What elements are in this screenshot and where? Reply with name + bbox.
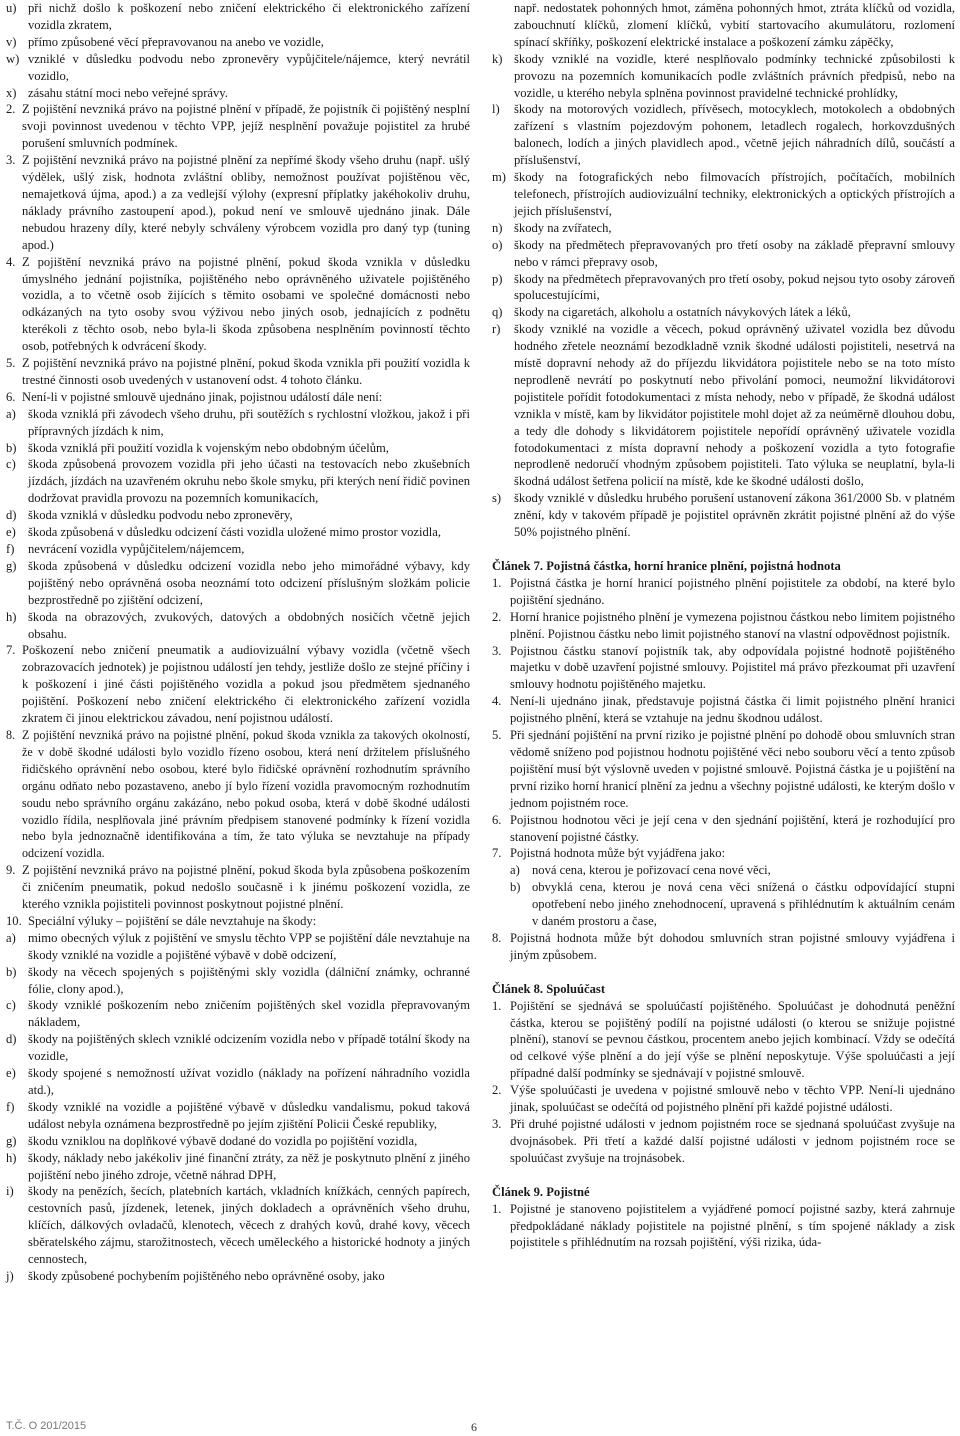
list-item: a) mimo obecných výluk z pojištění ve smyslu těchto VPP se pojištění dále nevztahuje na škody vzniklé na vozidle a pojištěné výbavě v době odcizení, (6, 930, 470, 962)
list-item: q) škody na cigaretách, alkoholu a ostatních návykových látek a léků, (492, 305, 851, 320)
list-item: k) škody vzniklé na vozidle, které nesplňovalo podmínky technické způsobilosti k provozu na pozemních komunikacích podle zvláštních právních předpisů, nebo na vozidle, u kterého nebyla splněna povinnost pravidelné technické prohlídky, (492, 51, 955, 100)
list-item: 4. Není-li ujednáno jinak, představuje pojistná částka či limit pojistného plnění hranici pojistného plnění, která se vztahuje na jednu škodnou událost. (492, 694, 955, 726)
list-item: 3. Při druhé pojistné události v jednom pojistném roce se sjednaná spoluúčast zvyšuje na dvojnásobek. Při třetí a každé další pojistné události v jednom pojistném roce se spoluúčast zvyšuje na trojnásobek. (492, 1117, 955, 1165)
list-item: l) škody na motorových vozidlech, přívěsech, motocyklech, motokolech a obdobných zařízení s vlastním pojezdovým pohonem, letadlech rogalech, horkovzdušných balonech, lodích a jiných plavidlech apod., včetně jejich náhradních dílů, součástí a příslušenství, (492, 102, 955, 168)
paragraph-3: 3. Z pojištění nevzniká právo na pojistné plnění za nepřímé škody všeho druhu (např. ušlý výdělek, ušlý zisk, hodnota zvláštní obliby, nemožnost používat pojištěnou věc, nemajetková újma, apod.) a za vedlejší výlohy (expresní příplatky jakéhokoliv druhu, náklady právního zastoupení apod.), pokud není ve smlouvě ujednáno jinak. Dále nebudou hrazeny díly, které nebyly schváleny výrobcem vozidla pro daný typ (tuning apod.) (6, 153, 470, 252)
page-footer (0, 1418, 960, 1436)
list-item: b) obvyklá cena, kterou je nová cena věci snížená o částku odpovídající stupni opotřebení nebo jiného znehodnocení, upravená s přihlédnutím k aktuálním cenám v daném prostoru a čase, (510, 880, 955, 929)
list-item: 1. Pojistná částka je horní hranicí pojistného plnění pojistitele za období, na které bylo pojištění sjednáno. (492, 575, 955, 607)
list-item: h) škoda na obrazových, zvukových, datových a obdobných nosičích včetně jejich obsahu. (6, 609, 470, 641)
paragraph-10: 10. Speciální výluky – pojištění se dále nevztahuje na škody: (6, 913, 317, 928)
article-7-heading: Článek 7. Pojistná částka, horní hranice plnění, pojistná hodnota (492, 559, 841, 573)
list-item: d) škody na pojištěných sklech vzniklé odcizením vozidla nebo v případě totální škody na vozidle, (6, 1032, 470, 1064)
list-item: g) škodu vzniklou na doplňkové výbavě dodané do vozidla po pojištění vozidla, (6, 1133, 418, 1148)
list-item: b) škoda vzniklá při použití vozidla k vojenským nebo obdobným účelům, (6, 440, 389, 455)
left-column (6, 0, 470, 1285)
list-item: n) škody na zvířatech, (492, 220, 612, 235)
list-item: u) při nichž došlo k poškození nebo zničení elektrického či elektronického zařízení vozidla zkratem, (6, 1, 470, 32)
list-item: j) škody způsobené pochybením pojištěného nebo oprávněné osoby, jako (6, 1268, 385, 1283)
list-item: e) škody spojené s nemožností užívat vozidlo (náklady na pořízení náhradního vozidla atd.), (6, 1066, 470, 1097)
paragraph-8: 8. Z pojištění nevzniká právo na pojistné plnění, pokud škoda vznikla za takových okolností, že v době škodné události bylo vozidlo řízeno osobou, která není držitelem příslušného řidičského oprávnění nebo osobou, které bylo řidičské oprávnění rozhodnutím správního orgánu odňato nebo pozastaveno, anebo jí bylo řízení vozidla pravomocným rozhodnutím soudu nebo správního orgánu zakázáno, nebo pokud osoba, která v době škodné události vozidlo řídila, nesplňovala jiné právním předpisem stanovené podmínky k řízení vozidla nebo byla jednoznačně identifikována a tím, že tato výluka se nevztahuje na případy odcizení vozidla. (6, 727, 470, 861)
list-item: h) škody, náklady nebo jakékoliv jiné finanční ztráty, za něž je poskytnuto plnění z jiného pojištění nebo jiného zdroje, včetně náhrad DPH, (6, 1150, 470, 1182)
article-9-heading: Článek 9. Pojistné (492, 1184, 590, 1199)
list-item: v) přímo způsobené věcí přepravovanou na anebo ve vozidle, (6, 34, 324, 49)
article-8-heading: Článek 8. Spoluúčast (492, 981, 606, 996)
list-item: 2. Výše spoluúčasti je uvedena v pojistné smlouvě nebo v těchto VPP. Není-li ujednáno jinak, spoluúčast se odečítá od pojistného plnění při každé pojistné události. (492, 1083, 955, 1115)
list-item: f) nevrácení vozidla vypůjčitelem/nájemcem, (6, 542, 245, 556)
list-item: a) nová cena, kterou je pořizovací cena nové věci, (510, 863, 771, 878)
list-item: x) zásahu státní moci nebo veřejné správy. (6, 85, 228, 100)
list-item: 8. Pojistná hodnota může být dohodou smluvních stran pojistné smlouvy vyjádřena i jiným způsobem. (492, 930, 955, 962)
list-item: i) škody na penězích, šecích, platebních kartách, vkladních knížkách, cenných papírech, cestovních pasů, jízdenek, letenek, jiných dokladech a oprávněních všeho druhu, klíčích, dálkových ovladačů, klenotech, věcech z drahých kovů, drahé kovy, věcech sběratelského zájmu, starožitnostech, věcech uměleckého a historické hodnoty a jiných cennostech, (6, 1184, 470, 1267)
list-item: b) škody na věcech spojených s pojištěnými skly vozidla (dálniční známky, ochranné fólie, clony apod.), (6, 964, 470, 996)
paragraph-7: 7. Poškození nebo zničení pneumatik a audiovizuální výbavy vozidla (včetně všech zobrazovacích jednotek) je pojistnou událostí jen tehdy, jestliže došlo ze stejné příčiny i k poškození i jiné části pojištěného vozidla a pokud jsou předmětem sjednaného pojištění. Poškození nebo zničení elektrického či elektronického zařízení vozidla zkratem či jinou elektrickou závadou, není pojistnou událostí. (6, 643, 470, 726)
list-item: p) škody na předmětech přepravovaných pro třetí osoby, pokud nejsou tyto osoby zároveň spolucestujícími, (492, 271, 955, 303)
document-code: T.Č. O 201/2015 (6, 1420, 87, 1432)
list-item: d) škoda vzniklá v důsledku podvodu nebo zpronevěry, (6, 508, 293, 523)
list-item: e) škoda způsobená v důsledku odcizení části vozidla uložené mimo prostor vozidla, (6, 525, 442, 540)
list-item: 1. Pojistné je stanoveno pojistitelem a vyjádřené pomocí pojistné sazby, která zahrnuje předpokládané náklady pojistitele na pojistné plnění, s tím spojené náklady a zisk pojistitele s přihlédnutím na rozsah pojištění, výši rizika, úda- (492, 1201, 955, 1250)
list-item: a) škoda vzniklá při závodech všeho druhu, při soutěžích s rychlostní vložkou, jakož i při přípravných jízdách k nim, (6, 406, 470, 438)
list-item: g) škoda způsobená v důsledku odcizení vozidla nebo jeho mimořádné výbavy, kdy pojištěný nebo oprávněná osoba neoznámí toto odcizení příslušným složkám policie bezprostředně po zjištění odcizení, (6, 558, 470, 607)
list-item: r) škody vzniklé na vozidle a věcech, pokud oprávněný uživatel vozidla bez důvodu hodného zřetele neoznámí bezodkladně vznik škodné události pojistiteli, nesetrvá na místě dopravní nehody až do příjezdu likvidátora pojistitele nebo se na toto místo neprodleně nevrátí po poskytnutí nebo přivolání pomoci, neumožní likvidátorovi pojistitele pořídit fotodokumentaci z místa nehody, nebo v případě, že škodná událost vznikla v místě, kam by likvidátor pojistitele mohl dojet až za neúměrně dlouhou dobu, a tedy dle dohody s likvidátorem pojistitele nepořídí oprávněný uživatele vozidla fotodokumentaci z místa dopravní nehody a poškození vozidla a tyto fotografie neprodleně nedoručí vhodným způsobem pojistiteli. Tato výluka se neuplatní, byla-li škodná událost šetřena policií na místě, kde ke škodné události došlo, (492, 322, 955, 489)
list-item: 3. Pojistnou částku stanoví pojistník tak, aby odpovídala pojistné hodnotě pojištěného majetku v době uzavření pojistné smlouvy. Pojistitel má právo přezkoumat při uzavření smlouvy hodnotu pojištěného majetku. (492, 643, 955, 692)
list-item: 5. Při sjednání pojištění na první riziko je pojistné plnění po dohodě obou smluvních stran vědomě sníženo pod pojistnou hodnotu pojištěné věci nebo souboru věcí a tento způsob pojištění musí být výslovně uveden v pojistné smlouvě. Pojistná částka je u pojištění na první riziko horní hranicí plnění za jednu a všechny pojistné události, ke kterým došlo v jednom pojistném roce. (492, 728, 955, 810)
list-item: s) škody vzniklé v důsledku hrubého porušení ustanovení zákona 361/2000 Sb. v platném znění, kdy v takovém případě je pojistitel oprávněn zkrátit pojistné plnění až do výše 50% pojistného plnění. (492, 491, 955, 540)
list-item: f) škody vzniklé na vozidle a pojištěné výbavě v důsledku vandalismu, pokud taková událost nebyla oznámena bezprostředně po jejím zjištění Policii České republiky, (6, 1099, 470, 1131)
right-column (492, 0, 955, 1251)
list-item: o) škody na předmětech přepravovaných pro třetí osoby na základě přepravní smlouvy nebo v rámci přepravy osob, (492, 237, 955, 269)
list-item: 1. Pojištění se sjednává se spoluúčastí pojištěného. Spoluúčast je dohodnutá peněžní částka, kterou se pojištěný podílí na pojistné události (o kterou se snižuje pojistné plnění), stanoví se pevnou částkou, procentem anebo jejich kombinací. Vždy se odečítá od celkové výše plnění a do její výše se plnění neposkytuje. Výše spoluúčasti a její případné další podmínky se sjednávají v pojistné smlouvě. (492, 998, 955, 1081)
list-item: c) škody vzniklé poškozením nebo zničením pojištěných skel vozidla přepravovaným nákladem, (6, 998, 470, 1030)
paragraph-2: 2. Z pojištění nevzniká právo na pojistné plnění v případě, že pojistník či pojištěný nesplní svoji povinnost uvedenou v těchto VPP, jejíž nesplnění považuje pojistitel za hrubé porušení smluvních podmínek. (6, 102, 470, 151)
list-item: c) škoda způsobená provozem vozidla při jeho účasti na testovacích nebo zkušebních jízdách, jízdách na uzavřeném okruhu nebo škole smyku, při kterých není řidič povinen dodržovat pravidla provozu na pozemních komunikacích, (6, 457, 470, 506)
paragraph-9: 9. Z pojištění nevzniká právo na pojistné plnění, pokud škoda byla způsobena poškozením či zničením pneumatik, pokud nedošlo současně i k jinému poškození vozidla, ze kterého vznikla pojistiteli povinnost poskytnout pojistné plnění. (6, 863, 470, 912)
list-item: 7. Pojistná hodnota může být vyjádřena jako: (492, 846, 726, 861)
paragraph-5: 5. Z pojištění nevzniká právo na pojistné plnění, pokud škoda vznikla při použití vozidla k trestné činnosti osob uvedených v ustanovení odst. 4 tohoto článku. (6, 356, 470, 387)
list-item: m) škody na fotografických nebo filmovacích přístrojích, počítačích, mobilních telefonech, přístrojích audiovizuální techniky, elektronických a optických přístrojích a jejich příslušenství, (492, 170, 955, 218)
paragraph-4: 4. Z pojištění nevzniká právo na pojistné plnění, pokud škoda vznikla v důsledku úmyslného jednání pojistníka, pojištěného nebo oprávněného uživatele pojištěného vozidla, a to včetně osob žijících s těmito osobami ve společné domácnosti nebo odkázaných na tyto osoby svou výživou nebo jiných osob, jednajících z podnětu kterékoli z těchto osob, nebo byla-li škoda způsobena nesplněním povinností těchto osob, potřebných k odvrácení škody. (6, 254, 470, 354)
paragraph-6: 6. Není-li v pojistné smlouvě ujednáno jinak, pojistnou událostí dále není: (6, 389, 383, 404)
list-item: 6. Pojistnou hodnotou věci je její cena v den sjednání pojištění, která je rozhodující pro stanovení pojistné částky. (492, 812, 955, 844)
continued-text: např. nedostatek pohonných hmot, záměna pohonných hmot, ztráta klíčků od vozidla, zabouchnutí klíčků, zlomení klíčků, vybití startovacího akumulátoru, rozlomení spínací skříňky, poškození elektrické instalace a poškození zámku zápěčky, (514, 1, 955, 49)
page-number: 6 (471, 1420, 477, 1434)
list-item: w) vzniklé v důsledku podvodu nebo zpronevěry vypůjčitele/nájemce, který nevrátil vozidlo, (6, 51, 470, 83)
list-item: 2. Horní hranice pojistného plnění je vymezena pojistnou částkou nebo limitem pojistného plnění. Pojistnou částku nebo limit pojistného stanoví na vlastní odpovědnost pojistník. (492, 609, 955, 641)
